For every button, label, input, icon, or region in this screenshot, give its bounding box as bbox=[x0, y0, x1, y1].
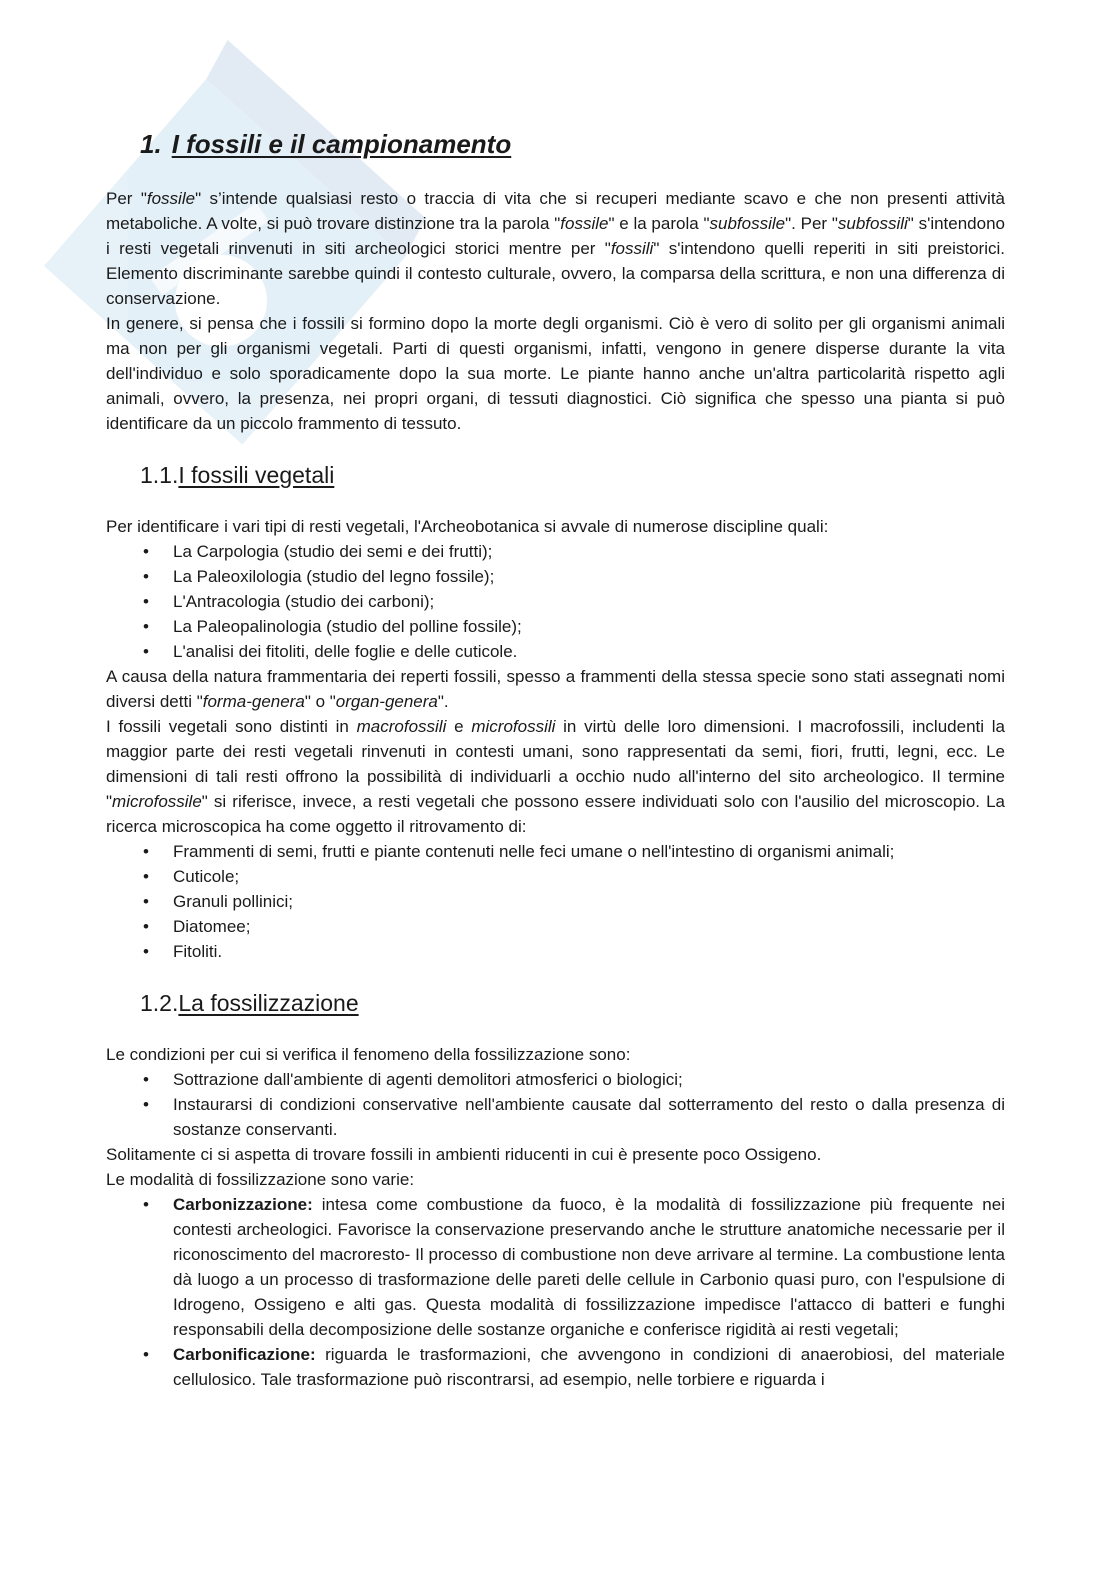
s12-paragraph-1: Le condizioni per cui si verifica il fenomeno della fossilizzazione sono: bbox=[106, 1045, 631, 1064]
section-title: La fossilizzazione bbox=[178, 990, 359, 1016]
chapter-title: I fossili e il campionamento bbox=[171, 129, 512, 159]
chapter-number: 1. bbox=[140, 129, 162, 159]
s11-paragraph-1: Per identificare i vari tipi di resti vegetali, l'Archeobotanica si avvale di numerose discipline quali: bbox=[106, 517, 829, 536]
s11-paragraph-2 bbox=[106, 664, 1005, 714]
bold-term: Carbonizzazione: bbox=[173, 1195, 313, 1214]
list-item: • L'analisi dei fitoliti, delle foglie e delle cuticole. bbox=[173, 639, 1005, 664]
list-item bbox=[173, 1192, 1005, 1342]
section-number: 1.2. bbox=[140, 990, 179, 1016]
s11-paragraph-3 bbox=[106, 714, 1005, 839]
text-run: " e la parola " bbox=[608, 214, 710, 233]
section-title: I fossili vegetali bbox=[178, 462, 335, 488]
text-run: " s’intende qualsiasi resto o traccia di vita che si recuperi mediante scavo e che non presenti attività metaboliche. A volte, si può trovare distinzione tra la parola " bbox=[106, 189, 1005, 233]
document-page bbox=[106, 128, 1005, 1392]
text-run: A causa della natura frammentaria dei reperti fossili, spesso a frammenti della stessa specie sono stati assegnati nomi diversi detti " bbox=[106, 667, 1005, 711]
text-run: " o " bbox=[304, 692, 336, 711]
italic-term: subfossile bbox=[709, 214, 786, 233]
italic-term: fossili bbox=[610, 239, 654, 258]
list-item: • Diatomee; bbox=[173, 914, 1005, 939]
intro-paragraph-2: In genere, si pensa che i fossili si formino dopo la morte degli organismi. Ciò è vero di solito per gli organismi animali ma non per gli organismi vegetali. Parti di questi organismi, infatti, vengono in genere disperse durante la vita dell'individuo e solo sporadicamente dopo la sua morte. Le piante hanno anche un'altra particolarità rispetto agli animali, ovvero, la presenza, nei propri organi, di tessuti diagnostici. Ciò significa che spesso una pianta si può identificare da un piccolo frammento di tessuto. bbox=[106, 314, 1005, 433]
list-item: • L'Antracologia (studio dei carboni); bbox=[173, 589, 1005, 614]
italic-term: organ-genera bbox=[335, 692, 438, 711]
intro-paragraph-1 bbox=[106, 186, 1005, 311]
text-run: " s'intendono quelli reperiti in siti preistorici. Elemento discriminante sarebbe quindi il contesto culturale, ovvero, la comparsa della scrittura, e non una differenza di conservazione. bbox=[106, 239, 1005, 308]
list-item: • Sottrazione dall'ambiente di agenti demolitori atmosferici o biologici; bbox=[173, 1067, 1005, 1092]
list-item: • La Paleopalinologia (studio del polline fossile); bbox=[173, 614, 1005, 639]
s12-paragraph-3: Le modalità di fossilizzazione sono varie: bbox=[106, 1170, 415, 1189]
section-number: 1.1. bbox=[140, 462, 179, 488]
list-item: • La Paleoxilologia (studio del legno fossile); bbox=[173, 564, 1005, 589]
italic-term: fossile bbox=[146, 189, 196, 208]
microfossils-list bbox=[106, 839, 1005, 964]
text-run: in virtù delle loro dimensioni. I macrofossili, includenti la maggior parte dei resti vegetali rinvenuti in contesti umani, sono rappresentati da semi, fiori, frutti, legni, ecc. Le dimensioni di tali resti offrono la possibilità di individuarli a occhio nudo all'interno del sito archeologico. Il termine " bbox=[106, 717, 1006, 811]
list-item bbox=[173, 1342, 1005, 1392]
list-item: • La Carpologia (studio dei semi e dei frutti); bbox=[173, 539, 1005, 564]
text-run: " s'intendono i resti vegetali rinvenuti in siti archeologici storici mentre per " bbox=[106, 214, 1005, 258]
list-item: • Cuticole; bbox=[173, 864, 1005, 889]
list-item: • Fitoliti. bbox=[173, 939, 1005, 964]
text-run: Per " bbox=[106, 189, 147, 208]
italic-term: forma-genera bbox=[202, 692, 305, 711]
list-item-text: intesa come combustione da fuoco, è la modalità di fossilizzazione più frequente nei contesti archeologici. Favorisce la conservazione preservando anche le strutture anatomiche necessarie per il riconoscimento del macroresto- Il processo di combustione non deve arrivare al termine. La combustione lenta dà luogo a un processo di trasformazione delle pareti delle cellule in Carbonio quasi puro, con l'espulsione di Idrogeno, Ossigeno e alti gas. Questa modalità di fossilizzazione impedisce l'attacco di batteri e funghi responsabili della decomposizione delle sostanze organiche e conferisce rigidità ai resti vegetali; bbox=[173, 1195, 1005, 1339]
list-item: • Frammenti di semi, frutti e piante contenuti nelle feci umane o nell'intestino di organismi animali; bbox=[173, 839, 1005, 864]
disciplines-list bbox=[106, 539, 1005, 664]
section-heading-1-2 bbox=[140, 988, 1005, 1018]
section-heading-1-1 bbox=[140, 460, 1005, 490]
italic-term: subfossili bbox=[837, 214, 908, 233]
fossilization-modes-list bbox=[106, 1192, 1005, 1392]
bold-term: Carbonificazione: bbox=[173, 1345, 316, 1364]
list-item: • Granuli pollinici; bbox=[173, 889, 1005, 914]
text-run: e bbox=[446, 717, 472, 736]
text-run: ". bbox=[437, 692, 449, 711]
italic-term: fossile bbox=[560, 214, 609, 233]
italic-term: microfossile bbox=[112, 792, 202, 811]
text-run: I fossili vegetali sono distinti in bbox=[106, 717, 357, 736]
s12-paragraph-2: Solitamente ci si aspetta di trovare fossili in ambienti riducenti in cui è presente poco Ossigeno. bbox=[106, 1145, 822, 1164]
italic-term: macrofossili bbox=[356, 717, 447, 736]
chapter-heading bbox=[140, 128, 1005, 160]
italic-term: microfossili bbox=[471, 717, 556, 736]
list-item-text: riguarda le trasformazioni, che avvengono in condizioni di anaerobiosi, del materiale cellulosico. Tale trasformazione può riscontrarsi, ad esempio, nelle torbiere e riguarda i bbox=[173, 1345, 1005, 1389]
text-run: ". Per " bbox=[785, 214, 838, 233]
text-run: " si riferisce, invece, a resti vegetali che possono essere individuati solo con l'ausilio del microscopio. La ricerca microscopica ha come oggetto il ritrovamento di: bbox=[106, 792, 1005, 836]
list-item: • Instaurarsi di condizioni conservative nell'ambiente causate dal sotterramento del resto o dalla presenza di sostanze conservanti. bbox=[173, 1092, 1005, 1142]
conditions-list bbox=[106, 1067, 1005, 1142]
